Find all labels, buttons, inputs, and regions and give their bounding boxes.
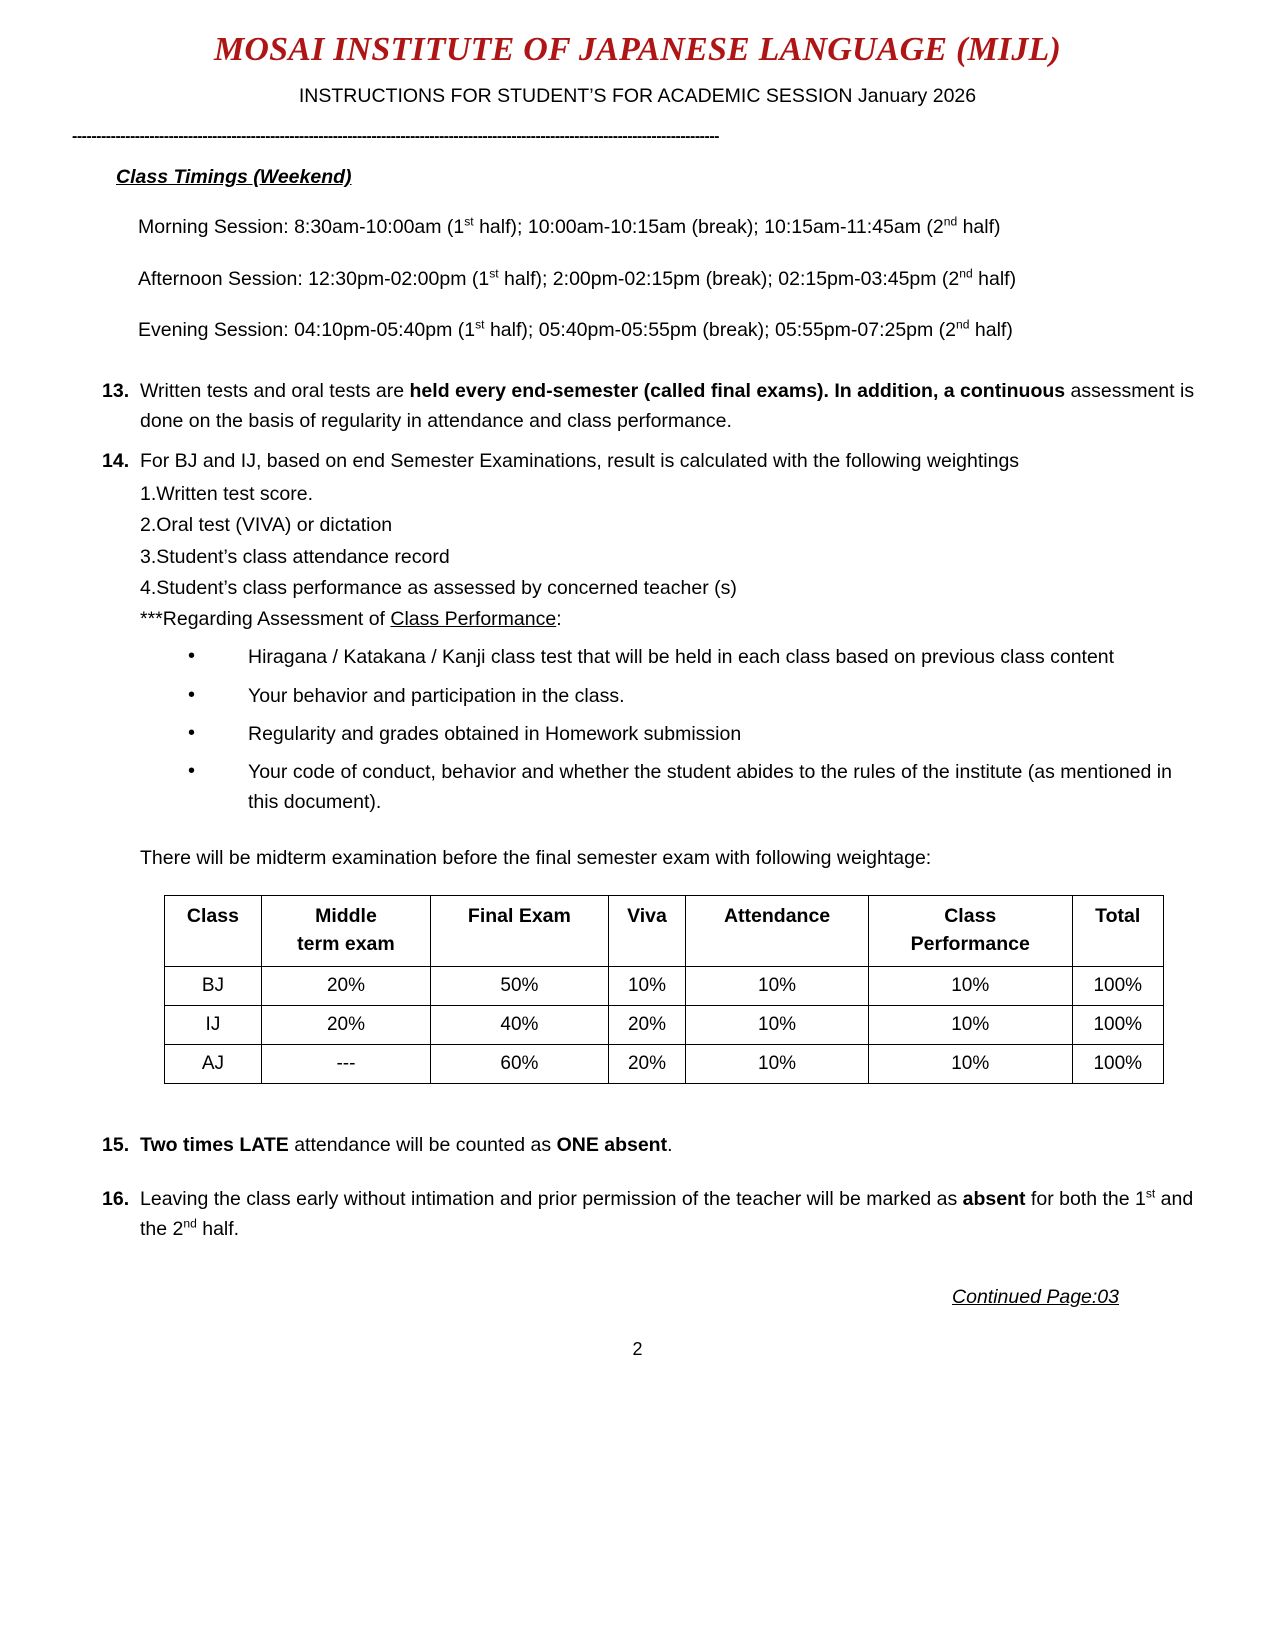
list-item-14-text: For BJ and IJ, based on end Semester Examinations, result is calculated with the following weightings: [140, 449, 1020, 472]
cell-middle-term: ---: [261, 1044, 430, 1083]
weightage-table: [164, 895, 1164, 1084]
timing-line-morning: [138, 215, 1203, 240]
list-item-13-number: 13.: [102, 379, 130, 402]
column-header-middle-term-line2: term exam: [261, 932, 430, 967]
page-subtitle: INSTRUCTIONS FOR STUDENT’S FOR ACADEMIC SESSION January 2026: [298, 85, 977, 108]
bullet-dot-icon: •: [188, 683, 196, 706]
list-item-16: [72, 1184, 1203, 1244]
sublist-item-1: 1.Written test score.: [140, 483, 314, 506]
cell-class: IJ: [165, 1005, 262, 1044]
bullet-dot-icon: •: [188, 721, 196, 744]
page-title: MOSAI INSTITUTE OF JAPANESE LANGUAGE (MIJL): [213, 31, 1062, 68]
bullet-text-4: Your code of conduct, behavior and whether the student abides to the rules of the institute (as mentioned in this document).: [248, 761, 1172, 814]
list-item-16-sup2: nd: [183, 1216, 197, 1231]
column-header-class-performance: Class: [868, 895, 1072, 932]
cell-class: AJ: [165, 1044, 262, 1083]
timing-morning-prefix: Morning Session: 8:30am-10:00am (1: [138, 216, 465, 239]
sublist-item-4: 4.Student’s class performance as assessed by concerned teacher (s): [140, 576, 737, 599]
cell-final-exam: 40%: [431, 1005, 609, 1044]
list-item-13-text-a: Written tests and oral tests are: [140, 379, 410, 402]
timing-afternoon-mid: half); 2:00pm-02:15pm (break); 02:15pm-03:45pm (2: [498, 267, 960, 290]
timing-line-afternoon: [138, 267, 1203, 292]
list-item-15-text-b: .: [667, 1133, 673, 1156]
timing-afternoon-sup1: st: [489, 266, 499, 281]
timing-afternoon-suffix: half): [972, 267, 1017, 290]
assessment-note-suffix: :: [556, 608, 562, 631]
timing-morning-sup2: nd: [943, 214, 958, 229]
list-item: [182, 757, 1203, 817]
table-body: [165, 966, 1164, 1083]
table-header-row-1: [165, 895, 1164, 932]
table-row: [165, 966, 1164, 1005]
cell-middle-term: 20%: [261, 1005, 430, 1044]
cell-total: 100%: [1072, 1044, 1164, 1083]
continued-note: Continued Page:03: [952, 1286, 1119, 1309]
column-header-final-exam-line2: [431, 932, 609, 967]
column-header-middle-term: Middle: [261, 895, 430, 932]
list-item-16-number: 16.: [102, 1187, 130, 1210]
column-header-viva-line2: [608, 932, 685, 967]
page-number: 2: [632, 1339, 643, 1360]
list-item-14-sublist: [140, 480, 1203, 634]
cell-final-exam: 50%: [431, 966, 609, 1005]
cell-class-performance: 10%: [868, 1044, 1072, 1083]
assessment-note-prefix: ***Regarding Assessment of: [140, 608, 391, 631]
bullet-text-3: Regularity and grades obtained in Homework submission: [248, 722, 742, 745]
cell-final-exam: 60%: [431, 1044, 609, 1083]
list-item-15-bold-a: Two times LATE: [140, 1133, 289, 1156]
column-header-viva: Viva: [608, 895, 685, 932]
cell-attendance: 10%: [686, 1044, 869, 1083]
column-header-class: Class: [165, 895, 262, 932]
midterm-note: There will be midterm examination before the final semester exam with following weightage:: [140, 846, 932, 869]
timing-evening-sup2: nd: [956, 317, 970, 332]
cell-class-performance: 10%: [868, 1005, 1072, 1044]
list-item-16-sup1: st: [1145, 1186, 1156, 1201]
cell-class-performance: 10%: [868, 966, 1072, 1005]
assessment-note: [140, 605, 1203, 634]
timing-afternoon-prefix: Afternoon Session: 12:30pm-02:00pm (1: [138, 267, 490, 290]
horizontal-divider: --------------------------------------------------------------------------------------------------------------------------------------: [72, 128, 719, 146]
list-item-15-bold-b: ONE absent: [556, 1133, 668, 1156]
list-item-14: [72, 446, 1203, 476]
sublist-item-3: 3.Student’s class attendance record: [140, 545, 450, 568]
list-item: [182, 719, 1203, 749]
list-item-15: [72, 1130, 1203, 1160]
table-head: [165, 895, 1164, 966]
table-header-row-2: [165, 932, 1164, 967]
cell-viva: 10%: [608, 966, 685, 1005]
table-row: [165, 1044, 1164, 1083]
cell-viva: 20%: [608, 1005, 685, 1044]
timing-morning-mid: half); 10:00am-10:15am (break); 10:15am-11:45am (2: [473, 216, 944, 239]
assessment-note-underlined: Class Performance: [390, 608, 557, 631]
column-header-attendance-line2: [686, 932, 869, 967]
list-item-13-bold: held every end-semester (called final exams). In addition, a continuous: [409, 379, 1066, 402]
column-header-total-line2: [1072, 932, 1164, 967]
bullet-text-2: Your behavior and participation in the class.: [248, 684, 625, 707]
column-header-final-exam: Final Exam: [431, 895, 609, 932]
bullet-dot-icon: •: [188, 760, 196, 783]
cell-class: BJ: [165, 966, 262, 1005]
list-item-16-text-d: half.: [196, 1218, 240, 1241]
cell-viva: 20%: [608, 1044, 685, 1083]
timing-evening-prefix: Evening Session: 04:10pm-05:40pm (1: [138, 319, 476, 342]
timing-evening-suffix: half): [969, 319, 1013, 342]
cell-attendance: 10%: [686, 966, 869, 1005]
timing-line-evening: [138, 318, 1203, 343]
timing-evening-sup1: st: [475, 317, 485, 332]
column-header-total: Total: [1072, 895, 1164, 932]
column-header-attendance: Attendance: [686, 895, 869, 932]
timing-evening-mid: half); 05:40pm-05:55pm (break); 05:55pm-07:25pm (2: [484, 319, 957, 342]
column-header-class-performance-line2: Performance: [868, 932, 1072, 967]
column-header-class-line2: [165, 932, 262, 967]
bullet-dot-icon: •: [188, 645, 196, 668]
sublist-item-2: 2.Oral test (VIVA) or dictation: [140, 514, 393, 537]
list-item-13: [72, 376, 1203, 436]
list-item-16-text-a: Leaving the class early without intimation and prior permission of the teacher will be marked as: [140, 1187, 963, 1210]
list-item-16-bold-a: absent: [962, 1187, 1026, 1210]
cell-middle-term: 20%: [261, 966, 430, 1005]
list-item-16-text-b: for both the 1: [1025, 1187, 1146, 1210]
list-item-16-text-c: and the 2: [140, 1187, 1194, 1241]
list-item: [182, 681, 1203, 711]
cell-total: 100%: [1072, 966, 1164, 1005]
cell-attendance: 10%: [686, 1005, 869, 1044]
list-item-13-text-b: assessment is done on the basis of regularity in attendance and class performance.: [140, 379, 1195, 432]
timing-morning-suffix: half): [957, 216, 1001, 239]
list-item-15-text-a: attendance will be counted as: [288, 1133, 557, 1156]
list-item-15-number: 15.: [102, 1133, 130, 1156]
timing-morning-sup1: st: [464, 214, 474, 229]
bullet-text-1: Hiragana / Katakana / Kanji class test that will be held in each class based on previous class content: [248, 646, 1115, 669]
cell-total: 100%: [1072, 1005, 1164, 1044]
section-heading-class-timings: Class Timings (Weekend): [116, 166, 352, 189]
table-row: [165, 1005, 1164, 1044]
assessment-bullet-list: [182, 642, 1203, 817]
timing-afternoon-sup2: nd: [959, 266, 973, 281]
list-item: [182, 642, 1203, 672]
list-item-14-number: 14.: [102, 449, 130, 472]
